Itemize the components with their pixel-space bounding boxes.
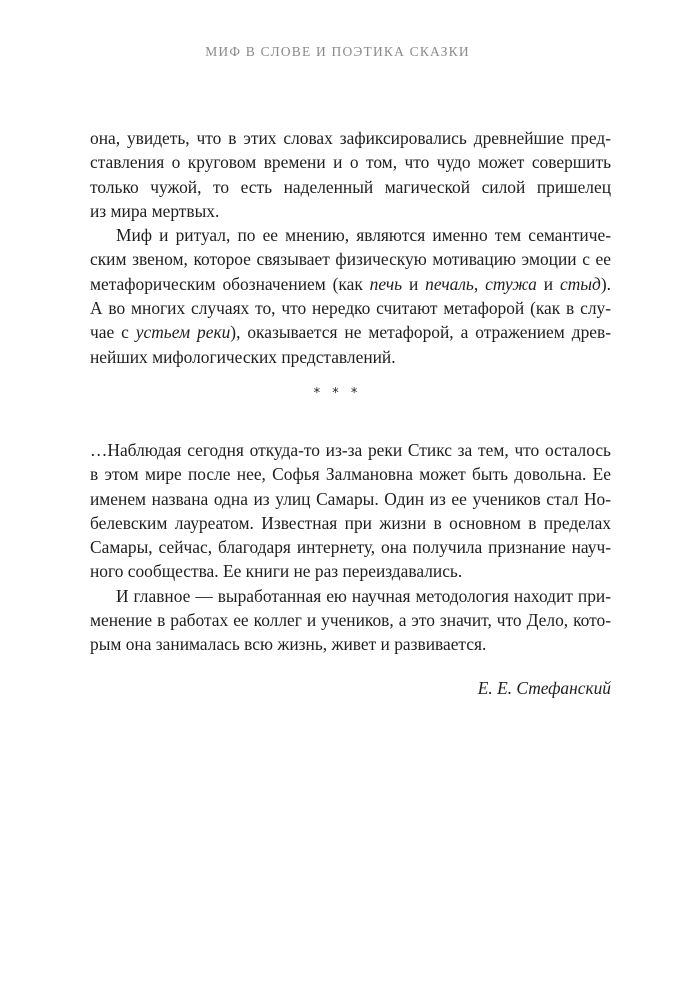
italic-term: устьем реки (135, 322, 231, 343)
paragraph-start-line: Миф и ритуал, по ее мнению, являются именно тем семантиче- (116, 225, 611, 246)
text-segment: ). (600, 273, 611, 294)
text-line: ставления о круговом времени и о том, что чудо может совершить (90, 152, 611, 173)
text-segment: метафорическим обозначением (как (90, 273, 370, 294)
italic-term: печь (369, 273, 403, 294)
text-line: …Наблюдая сегодня откуда-то из-за реки Стикс за тем, что осталось (90, 440, 611, 460)
text-line: в этом мире после нее, Софья Залмановна может быть довольна. Ее (90, 464, 611, 485)
text-line: нейших мифологических представлений. (90, 346, 396, 367)
text-line: А во многих случаях то, что нередко считают метафорой (как в слу- (90, 298, 611, 319)
text-line: ским звеном, которое связывает физическую мотивацию эмоции с ее (90, 249, 611, 270)
text-section-2 (90, 438, 611, 657)
text-line: Самары, сейчас, благодаря интернету, она получила признание науч- (90, 537, 611, 558)
text-segment: и (536, 273, 560, 294)
text-line: именем названа одна из улиц Самары. Один из ее учеников стал Но- (90, 488, 611, 509)
text-line: из мира мертвых. (90, 200, 220, 221)
text-line: ного сообщества. Ее книги не раз переиздавались. (90, 561, 463, 582)
text-line: белевским лауреатом. Известная при жизни в основном в пределах (90, 512, 611, 533)
section-separator: * * * (313, 386, 362, 401)
text-line-with-italics (90, 272, 611, 296)
text-line: только чужой, то есть наделенный магической силой пришелец (90, 176, 611, 197)
text-segment: ), оказывается не метафорой, а отражением древ- (230, 322, 611, 343)
running-head: МИФ В СЛОВЕ И ПОЭТИКА СКАЗКИ (205, 44, 470, 59)
italic-term: печаль (425, 273, 474, 294)
text-segment: и (402, 273, 426, 294)
italic-term: стыд (559, 273, 601, 294)
text-segment: чае с (90, 322, 136, 343)
text-segment: , (473, 273, 486, 294)
text-line: менение в работах ее коллег и учеников, а это значит, что Дело, кото- (90, 610, 611, 631)
italic-term: стужа (485, 273, 537, 294)
paragraph-start-line: И главное — выработанная ею научная методология находит при- (116, 585, 611, 606)
author-signature: Е. Е. Стефанский (477, 678, 611, 698)
text-line: она, увидеть, что в этих словах зафиксировались древнейшие пред- (90, 128, 611, 148)
text-line: рым она занималась всю жизнь, живет и развивается. (90, 634, 487, 655)
text-line-with-italics (90, 320, 611, 344)
text-section-1 (90, 126, 611, 369)
